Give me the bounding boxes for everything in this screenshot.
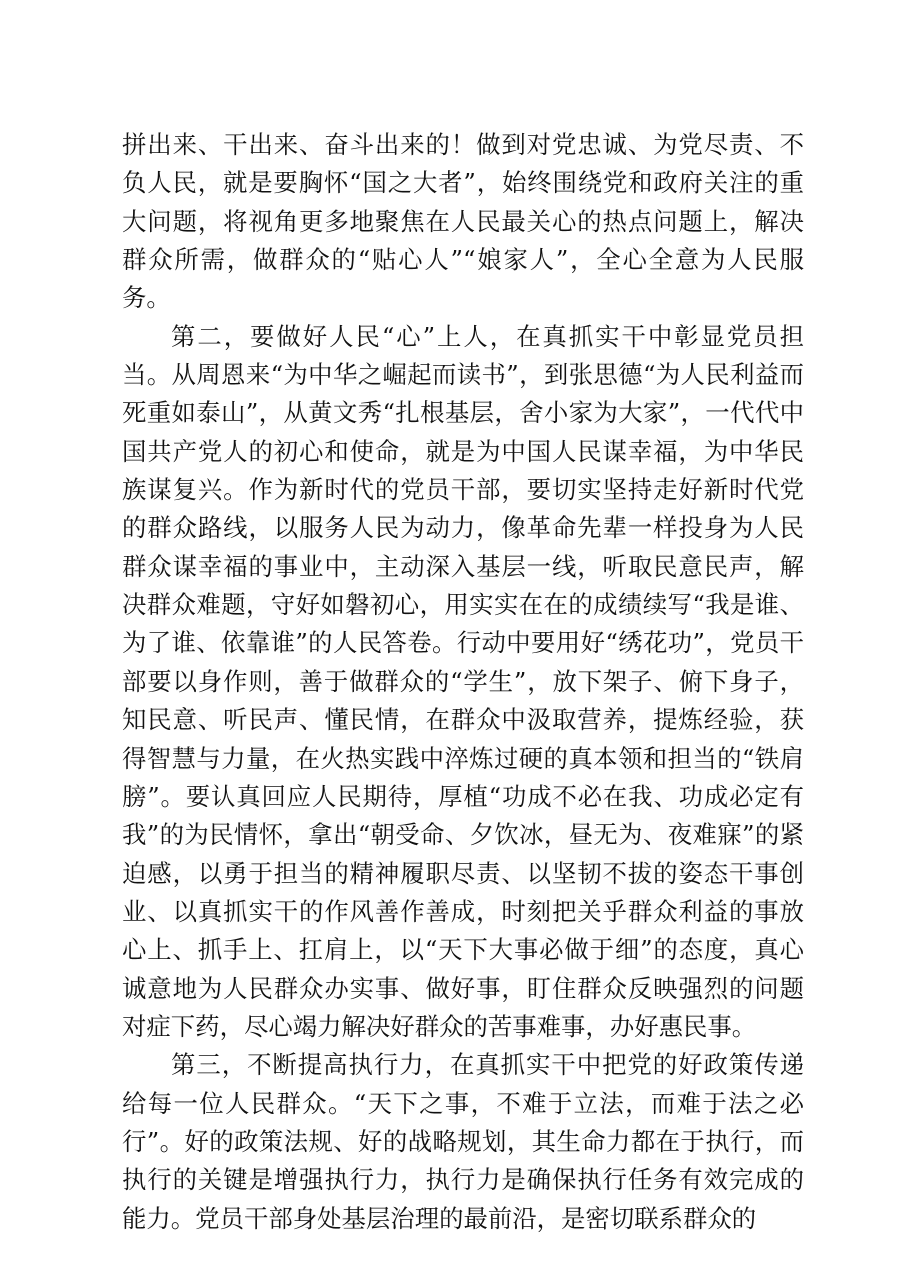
paragraph-2: 第二，要做好人民“心”上人，在真抓实干中彰显党员担当。从周恩来“为中华之崛起而读书”，到张思德“为人民利益而死重如泰山”，从黄文秀“扎根基层，舍小家为大家”，一代代中国共产党人的初心和使命，就是为中国人民谋幸福，为中华民族谋复兴。作为新时代的党员干部，要切实坚持走好新时代党的群众路线，以服务人民为动力，像革命先辈一样投身为人民群众谋幸福的事业中，主动深入基层一线，听取民意民声，解决群众难题，守好如磐初心，用实实在在的成绩续写“我是谁、为了谁、依靠谁”的人民答卷。行动中要用好“绣花功”，党员干部要以身作则，善于做群众的“学生”，放下架子、俯下身子，知民意、听民声、懂民情，在群众中汲取营养，提炼经验，获得智慧与力量，在火热实践中淬炼过硬的真本领和担当的“铁肩膀”。要认真回应人民期待，厚植“功成不必在我、功成必定有我”的为民情怀，拿出“朝受命、夕饮冰，昼无为、夜难寐”的紧迫感，以勇于担当的精神履职尽责、以坚韧不拔的姿态干事创业、以真抓实干的作风善作善成，时刻把关乎群众利益的事放心上、抓手上、扛肩上，以“天下大事必做于细”的态度，真心诚意地为人民群众办实事、做好事，盯住群众反映强烈的问题对症下药，尽心竭力解决好群众的苦事难事，办好惠民事。 [122, 321, 804, 1041]
paragraph-1: 拼出来、干出来、奋斗出来的！做到对党忠诚、为党尽责、不负人民，就是要胸怀“国之大者”，始终围绕党和政府关注的重大问题，将视角更多地聚焦在人民最关心的热点问题上，解决群众所需，做群众的“贴心人”“娘家人”，全心全意为人民服务。 [122, 130, 804, 313]
paragraph-3: 第三，不断提高执行力，在真抓实干中把党的好政策传递给每一位人民群众。“天下之事，不难于立法，而难于法之必行”。好的政策法规、好的战略规划，其生命力都在于执行，而执行的关键是增强执行力，执行力是确保执行任务有效完成的能力。党员干部身处基层治理的最前沿，是密切联系群众的 [122, 1050, 804, 1233]
document-page [122, 126, 804, 1238]
